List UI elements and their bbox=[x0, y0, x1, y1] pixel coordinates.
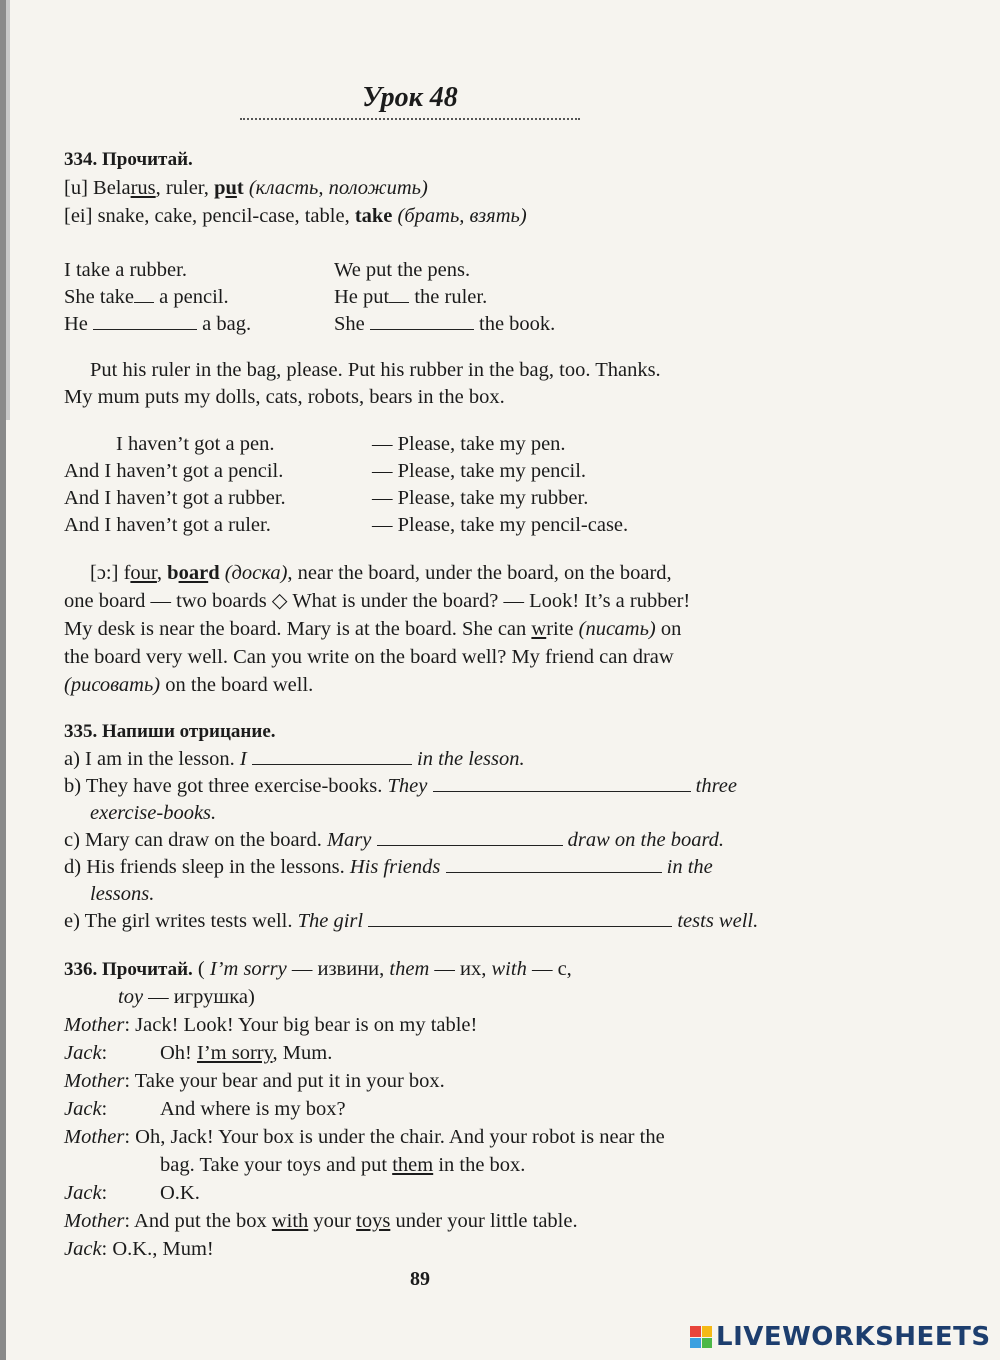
lesson-title: Урок 48 bbox=[362, 82, 458, 113]
italic-text: draw on the board. bbox=[567, 829, 725, 851]
dialogue-line-6 bbox=[64, 1180, 107, 1206]
answer-blank[interactable] bbox=[252, 746, 412, 765]
italic-text: Mary bbox=[326, 829, 372, 851]
text: She bbox=[334, 313, 365, 335]
italic-text: three bbox=[695, 775, 737, 797]
ex335-item-d-cont: lessons. bbox=[90, 883, 155, 905]
text: rite bbox=[546, 618, 574, 640]
dialogue-line-2 bbox=[64, 1040, 107, 1066]
dialog-question-4: And I haven’t got a ruler. bbox=[64, 514, 271, 536]
dialogue-text: : Jack! Look! Your big bear is on my table! bbox=[124, 1014, 478, 1036]
dialog-answer-1: — Please, take my pen. bbox=[372, 433, 566, 455]
dialogue-text: : Take your bear and put it in your box. bbox=[124, 1070, 445, 1092]
dialogue-text: : Oh, Jack! Your box is under the chair. And your robot is near the bbox=[124, 1126, 665, 1148]
italic-gloss: (рисовать) bbox=[64, 674, 161, 696]
text: [ɔ:] f bbox=[90, 562, 131, 584]
dialogue-line-4-text: And where is my box? bbox=[160, 1098, 346, 1120]
speaker-name: Jack bbox=[64, 1182, 102, 1204]
ex336-heading-line bbox=[64, 956, 572, 983]
answer-blank[interactable] bbox=[446, 854, 662, 873]
oo-line-4: the board very well. Can you write on the board well? My friend can draw bbox=[64, 646, 674, 668]
answer-blank[interactable] bbox=[389, 284, 409, 303]
dialogue-line-3 bbox=[64, 1068, 445, 1094]
dialogue-line-4 bbox=[64, 1096, 107, 1122]
dialog-answer-3: — Please, take my rubber. bbox=[372, 487, 589, 509]
underlined-text: rus bbox=[130, 177, 156, 199]
bold-underlined-text: oar bbox=[178, 562, 209, 584]
answer-blank[interactable] bbox=[368, 908, 672, 927]
text: , ruler, bbox=[155, 177, 215, 199]
dialog-question-2: And I haven’t got a pencil. bbox=[64, 460, 284, 482]
answer-blank[interactable] bbox=[377, 827, 563, 846]
text: a bag. bbox=[202, 313, 252, 335]
answer-blank[interactable] bbox=[433, 773, 691, 792]
italic-text: with bbox=[491, 958, 527, 980]
bold-text: t bbox=[236, 177, 244, 199]
italic-text: them bbox=[389, 958, 430, 980]
ex335-item-d bbox=[64, 854, 713, 880]
ex334-u-line bbox=[64, 175, 428, 201]
italic-gloss: (доска) bbox=[219, 562, 288, 584]
dialogue-line-8 bbox=[64, 1236, 214, 1262]
liveworksheets-wordmark: LIVEWORKSHEETS bbox=[716, 1322, 991, 1352]
text: : bbox=[101, 1182, 108, 1204]
speaker-name: Jack bbox=[64, 1042, 102, 1064]
ex334-heading: 334. Прочитай. bbox=[64, 149, 193, 170]
bold-text: b bbox=[167, 562, 179, 584]
dialogue-line-5 bbox=[64, 1124, 665, 1150]
italic-text: The girl bbox=[297, 910, 364, 932]
speaker-name: Jack bbox=[64, 1098, 102, 1120]
liveworksheets-logo[interactable] bbox=[690, 1322, 991, 1352]
ex335-item-b bbox=[64, 773, 737, 799]
text: a) I am in the lesson. bbox=[64, 748, 240, 770]
ex335-heading: 335. Напиши отрицание. bbox=[64, 721, 276, 742]
underlined-text: with bbox=[271, 1210, 309, 1232]
sentence-left-1: I take a rubber. bbox=[64, 259, 187, 281]
underlined-text: them bbox=[392, 1154, 434, 1176]
answer-blank[interactable] bbox=[134, 284, 154, 303]
dialog-answer-4: — Please, take my pencil-case. bbox=[372, 514, 629, 536]
paragraph-line-2: My mum puts my dolls, cats, robots, bears in the box. bbox=[64, 386, 505, 408]
italic-text: They bbox=[387, 775, 428, 797]
answer-blank[interactable] bbox=[93, 311, 197, 330]
ex336-gloss-line-2 bbox=[118, 984, 255, 1010]
sentence-left-2 bbox=[64, 284, 229, 310]
ex336-heading: 336. Прочитай. bbox=[64, 959, 193, 980]
text: in the box. bbox=[433, 1154, 526, 1176]
text: — извини, bbox=[286, 958, 390, 980]
text: your bbox=[308, 1210, 357, 1232]
text: on bbox=[655, 618, 682, 640]
speaker-name: Mother bbox=[64, 1126, 125, 1148]
sentence-right-1: We put the pens. bbox=[334, 259, 471, 281]
text: , bbox=[156, 562, 168, 584]
dialog-question-1: I haven’t got a pen. bbox=[116, 433, 275, 455]
text: under your little table. bbox=[390, 1210, 578, 1232]
text: He bbox=[64, 313, 88, 335]
speaker-name: Mother bbox=[64, 1210, 125, 1232]
text: the book. bbox=[479, 313, 556, 335]
book-spine-edge bbox=[6, 0, 10, 420]
oo-line-2: one board — two boards ◇ What is under the board? — Look! It’s a rubber! bbox=[64, 590, 691, 612]
italic-gloss: (класть, положить) bbox=[243, 177, 428, 199]
underlined-text: our bbox=[130, 562, 157, 584]
underlined-text: toys bbox=[356, 1210, 391, 1232]
text: a pencil. bbox=[159, 286, 229, 308]
text: the ruler. bbox=[414, 286, 488, 308]
text: [ei] snake, cake, pencil-case, table, bbox=[64, 205, 355, 227]
dialog-answer-2: — Please, take my pencil. bbox=[372, 460, 587, 482]
page-number: 89 bbox=[410, 1268, 430, 1290]
dialogue-line-1 bbox=[64, 1012, 477, 1038]
italic-text: in the lesson. bbox=[417, 748, 525, 770]
italic-text: I bbox=[239, 748, 247, 770]
text: , near the board, under the board, on the board, bbox=[287, 562, 672, 584]
italic-gloss: (писать) bbox=[573, 618, 656, 640]
italic-gloss: (брать, взять) bbox=[392, 205, 527, 227]
oo-line-3 bbox=[64, 616, 681, 642]
dialogue-line-7 bbox=[64, 1208, 578, 1234]
ex335-item-a bbox=[64, 746, 525, 772]
title-dotted-rule bbox=[240, 118, 580, 120]
text: b) They have got three exercise-books. bbox=[64, 775, 388, 797]
dialogue-text: : O.K., Mum! bbox=[101, 1238, 214, 1260]
text: She take bbox=[64, 286, 135, 308]
ex335-item-c bbox=[64, 827, 724, 853]
oo-line-5 bbox=[64, 672, 313, 698]
oo-line-1 bbox=[90, 560, 672, 586]
text: Oh! bbox=[160, 1042, 198, 1064]
text: — с, bbox=[526, 958, 572, 980]
italic-text: I’m sorry bbox=[209, 958, 287, 980]
italic-text: His friends bbox=[349, 856, 441, 878]
text: ( bbox=[192, 958, 210, 980]
dialogue-line-5-cont bbox=[160, 1152, 525, 1178]
sentence-right-3 bbox=[334, 311, 555, 337]
text: My desk is near the board. Mary is at the board. She can bbox=[64, 618, 532, 640]
text: , Mum. bbox=[272, 1042, 333, 1064]
underlined-text: I’m sorry bbox=[197, 1042, 273, 1064]
dialog-question-3: And I haven’t got a rubber. bbox=[64, 487, 286, 509]
text: d) His friends sleep in the lessons. bbox=[64, 856, 350, 878]
dialogue-line-2-text bbox=[160, 1040, 332, 1066]
paragraph-line-1: Put his ruler in the bag, please. Put his rubber in the bag, too. Thanks. bbox=[90, 359, 661, 381]
text: — игрушка) bbox=[143, 986, 255, 1008]
text: : bbox=[101, 1098, 108, 1120]
bold-text: d bbox=[208, 562, 220, 584]
ex335-item-e bbox=[64, 908, 758, 934]
sentence-left-3 bbox=[64, 311, 251, 337]
ex334-ei-line bbox=[64, 203, 527, 229]
sentence-right-2 bbox=[334, 284, 487, 310]
answer-blank[interactable] bbox=[370, 311, 474, 330]
text: e) The girl writes tests well. bbox=[64, 910, 298, 932]
dialogue-text: : And put the box bbox=[124, 1210, 272, 1232]
underlined-text: w bbox=[531, 618, 547, 640]
speaker-name: Jack bbox=[64, 1238, 102, 1260]
text: — их, bbox=[429, 958, 492, 980]
text: bag. Take your toys and put bbox=[160, 1154, 393, 1176]
italic-text: tests well. bbox=[677, 910, 759, 932]
bold-text: p bbox=[214, 177, 226, 199]
italic-text: in the bbox=[666, 856, 713, 878]
text: on the board well. bbox=[160, 674, 314, 696]
ex335-item-b-cont: exercise-books. bbox=[90, 802, 217, 824]
text: [u] Bela bbox=[64, 177, 131, 199]
bold-text: take bbox=[354, 205, 393, 227]
liveworksheets-logo-icon bbox=[690, 1326, 712, 1348]
bold-underlined-text: u bbox=[225, 177, 237, 199]
dialogue-line-6-text: O.K. bbox=[160, 1182, 200, 1204]
text: He put bbox=[334, 286, 390, 308]
speaker-name: Mother bbox=[64, 1070, 125, 1092]
italic-text: toy bbox=[118, 986, 144, 1008]
text: c) Mary can draw on the board. bbox=[64, 829, 327, 851]
speaker-name: Mother bbox=[64, 1014, 125, 1036]
text: : bbox=[101, 1042, 108, 1064]
